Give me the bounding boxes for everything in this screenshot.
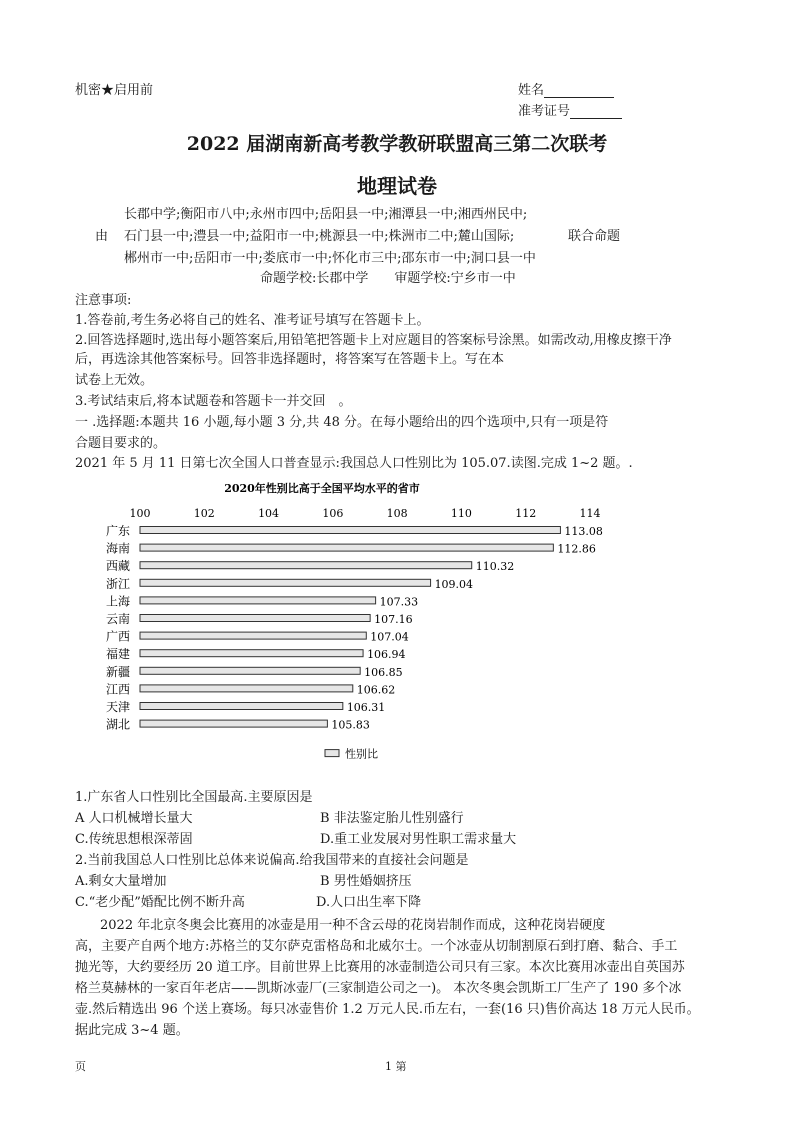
- note-2b: 后，再选涂其他答案标号。回答非选择题时，将答案写在答题卡上。写在本: [75, 352, 505, 367]
- bar: [140, 579, 431, 586]
- x-tick-label: 104: [258, 507, 280, 520]
- bar-category-label: 云南: [105, 612, 130, 626]
- q1-stem: 1.广东省人口性别比全国最高.主要原因是: [75, 790, 313, 805]
- bar: [140, 597, 376, 604]
- bar-value-label: 107.16: [374, 613, 413, 626]
- name-field: [518, 79, 614, 98]
- bar: [140, 685, 353, 692]
- bar-category-label: 湖北: [105, 717, 130, 732]
- passage-line-3: 抛光等，大约要经历 20 道工序。目前世界上比赛用的冰壶制造公司只有三家。本次比赛用冰壶出自英国苏: [75, 960, 685, 975]
- q1-option-a: A 人口机械增长量大: [75, 811, 193, 826]
- bar: [140, 562, 472, 569]
- q2-option-d: D.人口出生率下降: [316, 895, 422, 910]
- passage-line-1: 2022 年北京冬奥会比赛用的冰壶是用一种不含云母的花岗岩制作而成，这种花岗岩硬度: [100, 918, 606, 933]
- bar-category-label: 上海: [105, 594, 130, 609]
- note-1: 1.答卷前,考生务必将自己的姓名、准考证号填写在答题卡上。: [75, 313, 430, 328]
- bar: [140, 527, 560, 534]
- q1-option-b: B 非法鉴定胎儿性别盛行: [320, 811, 464, 826]
- q2-stem: 2.当前我国总人口性别比总体来说偏高.给我国带来的直接社会问题是: [75, 853, 469, 868]
- name-label: 姓名: [518, 83, 545, 98]
- bar-value-label: 112.86: [557, 542, 596, 556]
- bar: [140, 632, 366, 639]
- passage-line-5: 壶.然后精选出 96 个送上赛场。每只冰壶售价 1.2 万元人民.币左右，一套(16 只)售价高达 18 万元人民币。: [75, 1002, 700, 1017]
- bar-category-label: 海南: [105, 541, 130, 556]
- x-tick-label: 110: [450, 507, 472, 520]
- schools-line-4: 命题学校:长郡中学 审题学校:宁乡市一中: [260, 271, 516, 286]
- schools-prefix: 由: [95, 229, 109, 244]
- bar: [140, 703, 343, 710]
- passage-line-6: 据此完成 3~4 题。: [75, 1023, 189, 1038]
- x-tick-label: 112: [515, 507, 537, 520]
- q1-option-d: D.重工业发展对男性职工需求量大: [320, 832, 517, 847]
- bar-value-label: 105.83: [331, 718, 370, 732]
- bar-category-label: 天津: [105, 700, 130, 714]
- passage-line-4: 格兰莫赫林的一家百年老店——凯斯冰壶厂(三家制造公司之一)。 本次冬奥会凯斯工厂生产了 190 多个冰: [75, 981, 682, 996]
- note-3: 3.考试结束后,将本试题卷和答题卡一并交回 。: [75, 394, 352, 409]
- bar-value-label: 110.32: [475, 560, 515, 574]
- bar-value-label: 107.04: [370, 630, 409, 644]
- bar-value-label: 106.94: [367, 648, 406, 662]
- bar: [140, 667, 360, 674]
- schools-line-1: 长郡中学;衡阳市八中;永州市四中;岳阳县一中;湘潭县一中;湘西州民中;: [124, 207, 528, 222]
- bar-value-label: 107.33: [379, 595, 419, 609]
- bar: [140, 615, 370, 622]
- exam-number-field: [518, 100, 622, 119]
- chart-intro: 2021 年 5 月 11 日第七次全国人口普查显示:我国总人口性别比为 105.07.读图.完成 1~2 题。.: [75, 456, 633, 471]
- bar-category-label: 江西: [105, 682, 130, 697]
- bar-value-label: 113.08: [564, 525, 603, 538]
- x-tick-label: 114: [579, 507, 601, 520]
- x-tick-label: 100: [129, 507, 151, 520]
- bar-category-label: 福建: [105, 647, 130, 662]
- bar-value-label: 109.04: [434, 577, 474, 591]
- schools-suffix: 联合命题: [568, 229, 621, 244]
- exam-number-label: 准考证号: [518, 104, 571, 119]
- schools-line-2: 石门县一中;澧县一中;益阳市一中;桃源县一中;株洲市二中;麓山国际;: [124, 229, 515, 244]
- x-tick-label: 102: [193, 507, 215, 520]
- sex-ratio-bar-chart: [0, 470, 794, 780]
- note-2a: 2.回答选择题时,选出每小题答案后,用铅笔把答题卡上对应题目的答案标号涂黑。如需改动,用橡皮擦干净: [75, 333, 672, 348]
- bar-category-label: 浙江: [105, 576, 130, 591]
- q2-option-c: C.“老少配”婚配比例不断升高: [75, 895, 245, 910]
- note-2c: 试卷上无效。: [75, 373, 154, 388]
- chart-title: 2020年性别比高于全国平均水平的省市: [224, 482, 420, 495]
- legend-swatch: [325, 750, 339, 757]
- bar: [140, 650, 363, 657]
- notes-heading: 注意事项:: [75, 293, 132, 308]
- bar-category-label: 西藏: [105, 559, 130, 574]
- x-tick-label: 106: [322, 507, 344, 520]
- subject-title: 地理试卷: [357, 174, 437, 198]
- bar-value-label: 106.62: [356, 683, 396, 697]
- bar-category-label: 广西: [105, 629, 130, 644]
- confidential-mark: 机密★启用前: [75, 83, 154, 98]
- x-tick-label: 108: [386, 507, 408, 520]
- bar-value-label: 106.31: [346, 701, 386, 714]
- section-1-line-1: 一 .选择题:本题共 16 小题,每小题 3 分,共 48 分。在每小题给出的四个选项中,只有一项是符: [75, 415, 609, 430]
- q2-option-b: B 男性婚姻挤压: [320, 874, 412, 889]
- exam-number-blank: [570, 106, 622, 119]
- section-1-line-2: 合题目要求的。: [75, 436, 167, 451]
- bar-category-label: 新疆: [105, 664, 130, 679]
- exam-title: 2022 届湖南新高考教学教研联盟高三第二次联考: [186, 133, 608, 155]
- name-blank: [544, 85, 614, 98]
- legend-label: 性别比: [345, 747, 378, 761]
- bar-category-label: 广东: [105, 524, 130, 538]
- footer-left: 页: [75, 1060, 86, 1073]
- bar: [140, 544, 553, 551]
- page-number: 1 第: [385, 1060, 407, 1073]
- schools-line-3: 郴州市一中;岳阳市一中;娄底市一中;怀化市三中;邵东市一中;洞口县一中: [124, 251, 536, 266]
- q2-option-a: A.剩女大量增加: [75, 874, 167, 889]
- bar: [140, 720, 327, 727]
- passage-line-2: 高，主要产自两个地方:苏格兰的艾尔萨克雷格岛和北威尔士。一个冰壶从切制割原石到打磨、黏合、手工: [75, 939, 678, 954]
- q1-option-c: C.传统思想根深蒂固: [75, 832, 193, 847]
- bar-value-label: 106.85: [364, 665, 403, 679]
